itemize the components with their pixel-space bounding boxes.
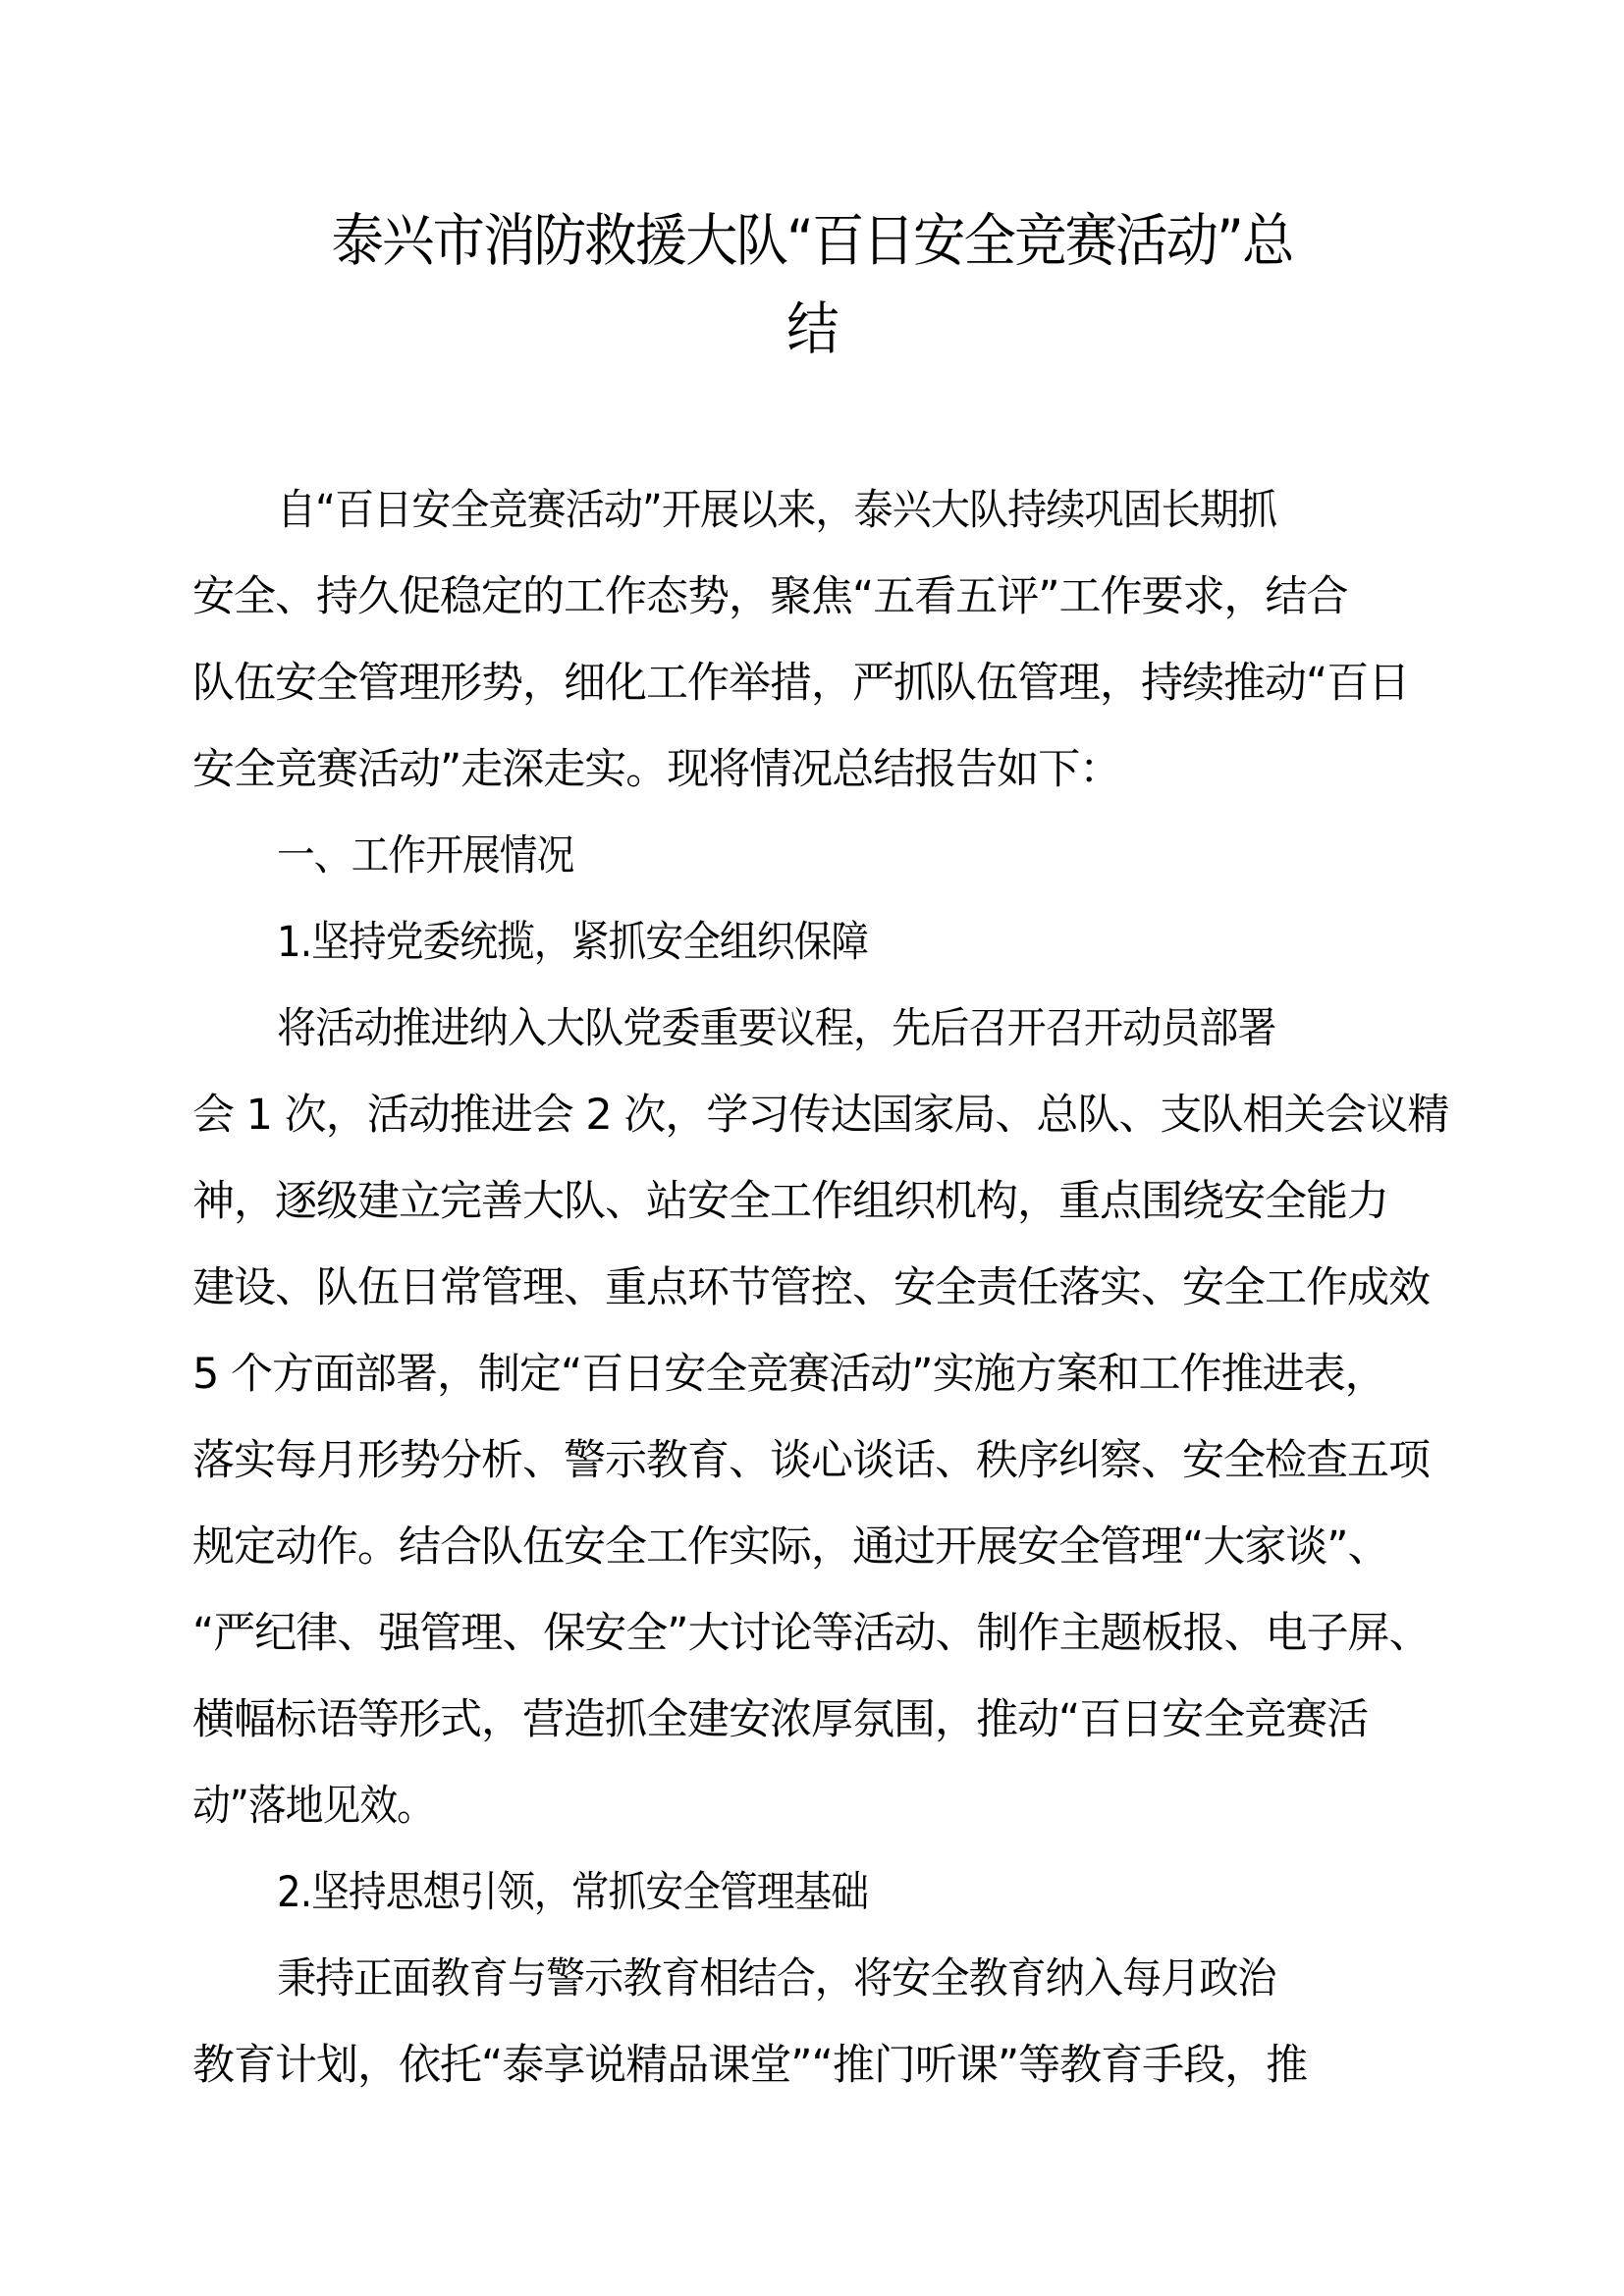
paragraph-line: 会 1 次，活动推进会 2 次，学习传达国家局、总队、支队相关会议精 (192, 1091, 1449, 1140)
paragraph-line: 建设、队伍日常管理、重点环节管控、安全责任落实、安全工作成效 (192, 1263, 1430, 1312)
paragraph-intro-line: 队伍安全管理形势，细化工作举措，严抓队伍管理，持续推动“百日 (192, 659, 1410, 708)
paragraph-intro-line: 自“百日安全竞赛活动”开展以来，泰兴大队持续巩固长期抓 (277, 486, 1277, 535)
subsection-heading: 1.坚持党委统揽，紧抓安全组织保障 (277, 918, 869, 967)
paragraph-line: 规定动作。结合队伍安全工作实际，通过开展安全管理“大家谈”、 (192, 1522, 1389, 1572)
paragraph-line: 将活动推进纳入大队党委重要议程，先后召开召开动员部署 (277, 1004, 1276, 1053)
section-heading: 一、工作开展情况 (277, 831, 574, 881)
paragraph-line: “严纪律、强管理、保安全”大讨论等活动、制作主题板报、电子屏、 (192, 1609, 1431, 1658)
document-title-line-2: 结 (786, 295, 838, 362)
document-title-line-1: 泰兴市消防救援大队“百日安全竞赛活动”总 (331, 207, 1293, 274)
paragraph-line: 神，逐级建立完善大队、站安全工作组织机构，重点围绕安全能力 (192, 1177, 1388, 1226)
paragraph-intro-line: 安全、持久促稳定的工作态势，聚焦“五看五评”工作要求，结合 (192, 572, 1348, 621)
paragraph-line: 5 个方面部署，制定“百日安全竞赛活动”实施方案和工作推进表， (192, 1350, 1386, 1399)
subsection-heading: 2.坚持思想引领，常抓安全管理基础 (277, 1868, 869, 1917)
paragraph-intro-line: 安全竞赛活动”走深走实。现将情况总结报告如下： (192, 745, 1121, 794)
paragraph-line: 横幅标语等形式，营造抓全建安浓厚氛围，推动“百日安全竞赛活 (192, 1695, 1369, 1744)
paragraph-line: 秉持正面教育与警示教育相结合，将安全教育纳入每月政治 (277, 1954, 1276, 2003)
paragraph-line: 教育计划，依托“泰享说精品课堂”“推门听课”等教育手段，推 (192, 2041, 1308, 2090)
paragraph-line: 动”落地见效。 (192, 1782, 434, 1831)
paragraph-line: 落实每月形势分析、警示教育、谈心谈话、秩序纠察、安全检查五项 (192, 1436, 1430, 1485)
